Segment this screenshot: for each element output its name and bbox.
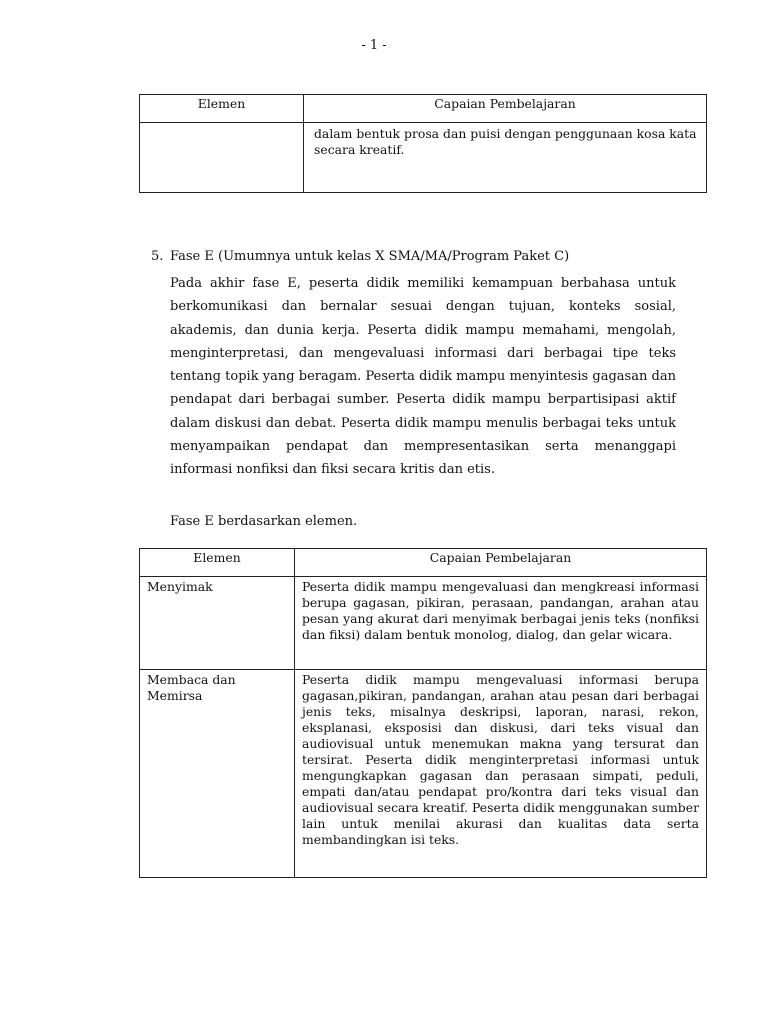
element-cell: Membaca dan Memirsa xyxy=(140,670,295,878)
column-header-elemen: Elemen xyxy=(140,95,304,123)
table-header-row xyxy=(140,95,707,123)
table-header-row xyxy=(140,549,707,577)
section-heading xyxy=(151,249,676,272)
section-number: 5. xyxy=(151,249,164,264)
table-row xyxy=(140,577,707,670)
elements-intro: Fase E berdasarkan elemen. xyxy=(170,514,358,529)
phase-e-achievement-table xyxy=(139,548,707,878)
page-number: - 1 - xyxy=(361,38,387,53)
achievement-cell: Peserta didik mampu mengevaluasi informasi berupa gagasan,pikiran, pandangan, arahan atau pesan dari berbagai jenis teks, misalnya deskripsi, laporan, narasi, rekon, eksplanasi, eksposisi dan diskusi, dari teks visual dan audiovisual untuk menemukan makna yang tersurat dan tersirat. Peserta didik menginterpretasi informasi untuk mengungkapkan gagasan dan perasaan simpati, peduli, empati dan/atau pendapat pro/kontra dari teks visual dan audiovisual secara kreatif. Peserta didik menggunakan sumber lain untuk menilai akurasi dan kualitas data serta membandingkan isi teks. xyxy=(295,670,707,878)
column-header-elemen: Elemen xyxy=(140,549,295,577)
column-header-capaian: Capaian Pembelajaran xyxy=(295,549,707,577)
element-cell: Menyimak xyxy=(140,577,295,670)
column-header-capaian: Capaian Pembelajaran xyxy=(304,95,707,123)
table-row xyxy=(140,670,707,878)
section-paragraph: Pada akhir fase E, peserta didik memiliki kemampuan berbahasa untuk berkomunikasi dan bernalar sesuai dengan tujuan, konteks sosial, akademis, dan dunia kerja. Peserta didik mampu memahami, mengolah, menginterpretasi, dan mengevaluasi informasi dari berbagai tipe teks tentang topik yang beragam. Peserta didik mampu menyintesis gagasan dan pendapat dari berbagai sumber. Peserta didik mampu berpartisipasi aktif dalam diskusi dan debat. Peserta didik mampu menulis berbagai teks untuk menyampaikan pendapat dan mempresentasikan serta menanggapi informasi nonfiksi dan fiksi secara kritis dan etis. xyxy=(170,276,676,478)
achievement-cell: dalam bentuk prosa dan puisi dengan penggunaan kosa kata secara kreatif. xyxy=(304,123,707,193)
table-row xyxy=(140,123,707,193)
element-cell xyxy=(140,123,304,193)
section-title: Fase E (Umumnya untuk kelas X SMA/MA/Program Paket C) xyxy=(170,249,570,264)
phase-e-section xyxy=(151,249,676,482)
achievement-cell: Peserta didik mampu mengevaluasi dan mengkreasi informasi berupa gagasan, pikiran, perasaan, pandangan, arahan atau pesan yang akurat dari menyimak berbagai jenis teks (nonfiksi dan fiksi) dalam bentuk monolog, dialog, dan gelar wicara. xyxy=(295,577,707,670)
achievement-table-continued xyxy=(139,94,707,193)
